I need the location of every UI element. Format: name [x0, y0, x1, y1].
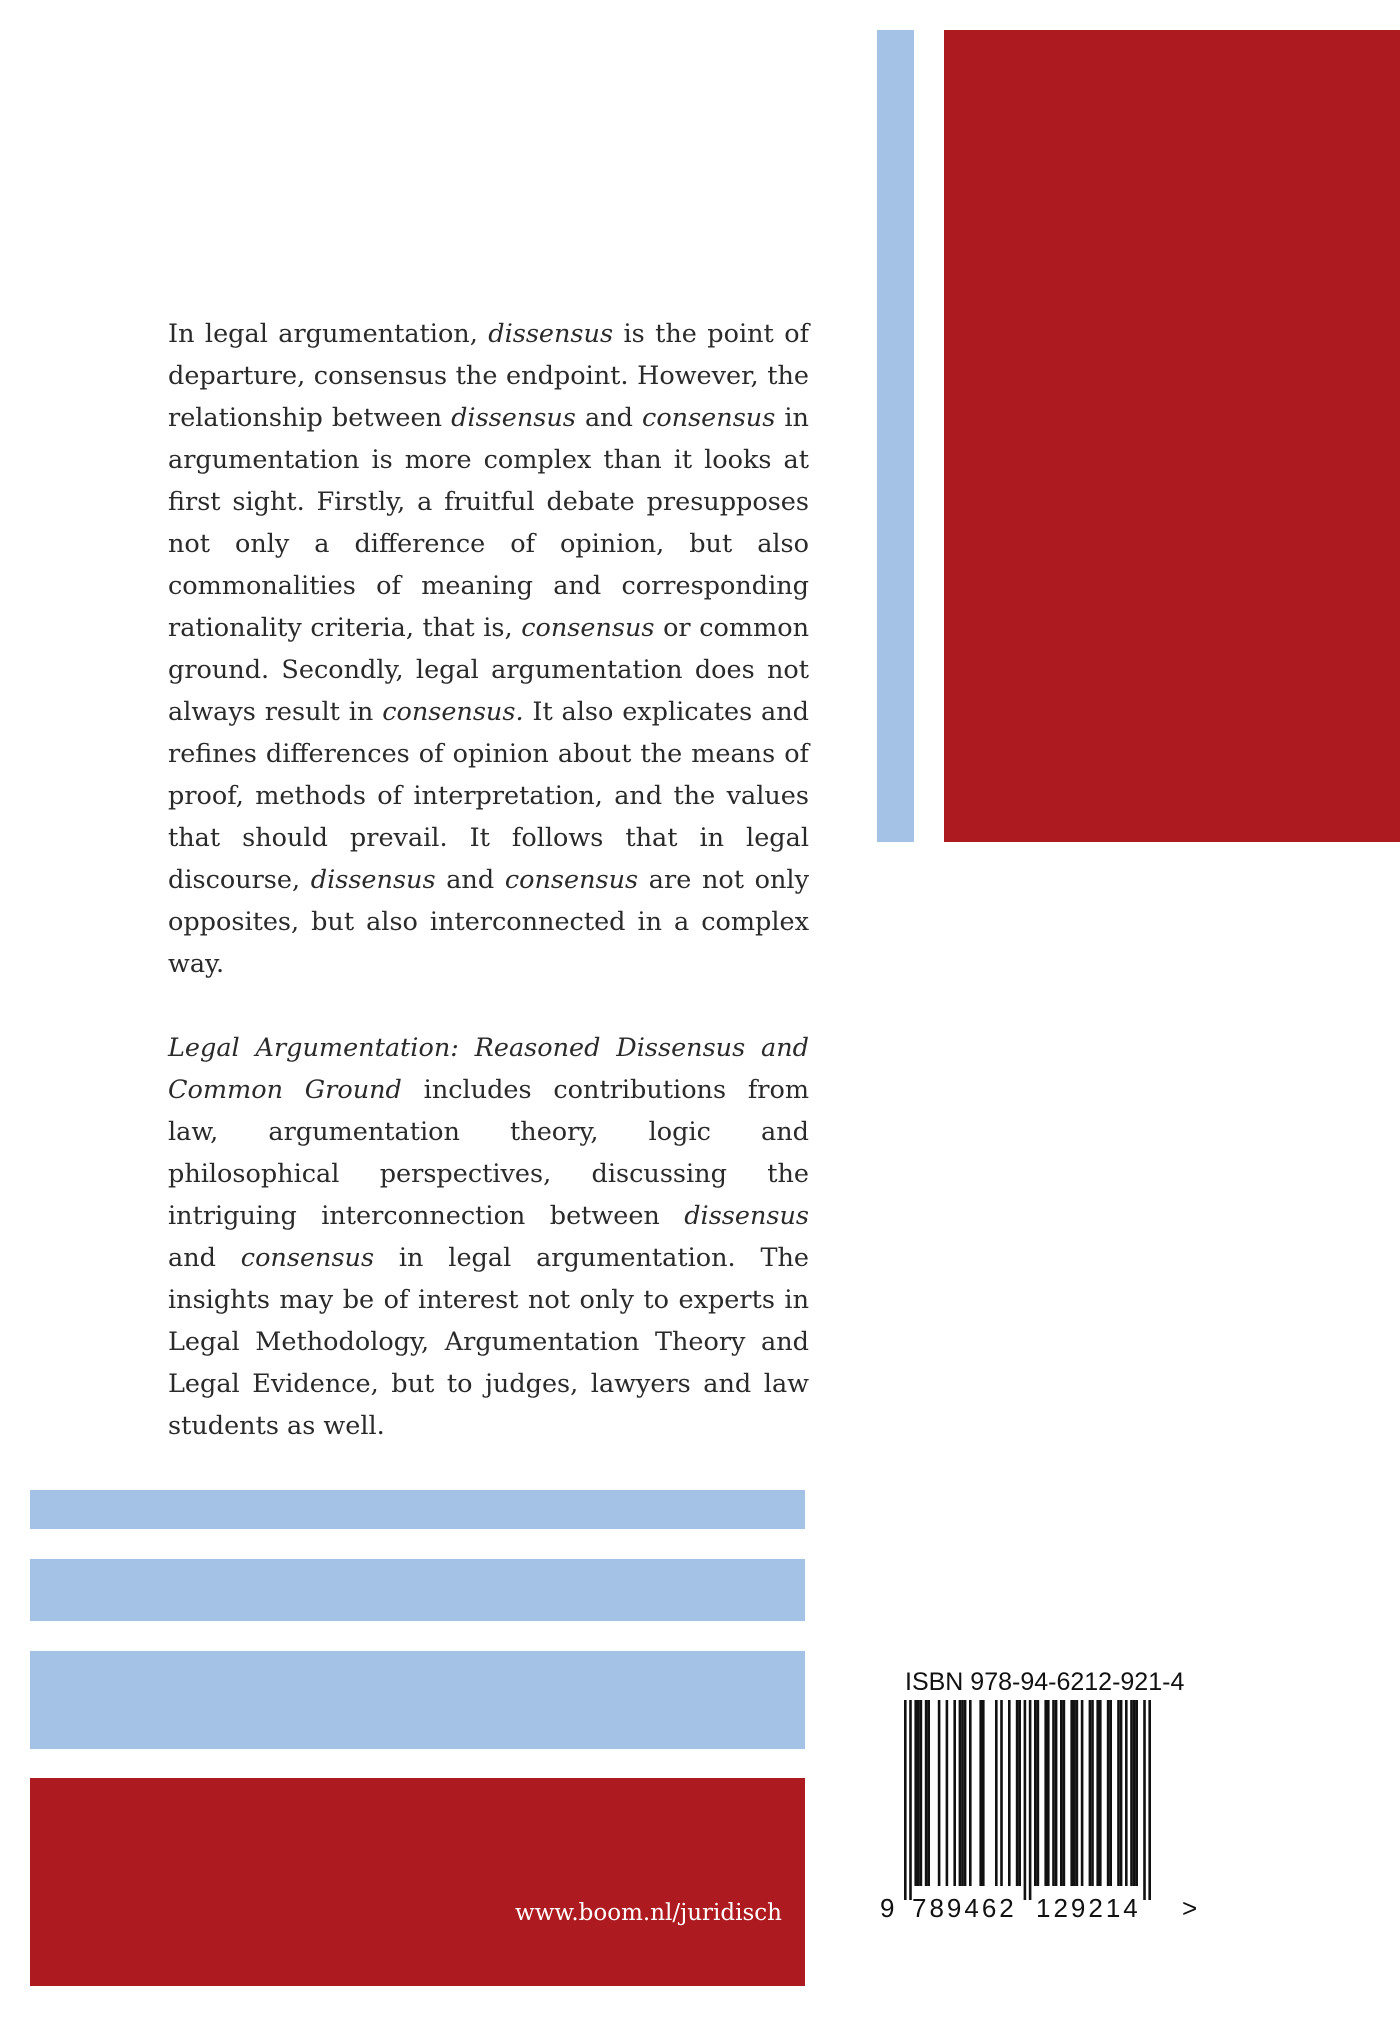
text-run: and [435, 865, 505, 895]
barcode-bar [1063, 1700, 1066, 1886]
top-blue-stripe [877, 30, 914, 842]
italic-run: consensus [521, 613, 655, 643]
barcode-bar [946, 1700, 949, 1886]
isbn-label: ISBN 978-94-6212-921-4 [905, 1668, 1185, 1696]
barcode-bar [914, 1700, 917, 1886]
barcode-bar [1034, 1700, 1037, 1886]
barcode-bar [1018, 1700, 1021, 1886]
barcode-bar [1125, 1700, 1128, 1886]
text-run: in argumentation is more complex than it looks at first sight. Firstly, a fruitful debate presupposes not only a difference of opinion, but also commonalities of meaning and corresponding rationality criteria, that is, [168, 403, 809, 643]
barcode-bar [1073, 1700, 1076, 1886]
barcode-bar [920, 1700, 923, 1886]
bottom-blue-band-2 [30, 1559, 805, 1621]
barcode-bar [982, 1700, 985, 1886]
italic-run: consensus [642, 403, 776, 433]
barcode-bar [1070, 1700, 1073, 1886]
blurb-paragraph-1 [168, 313, 809, 985]
barcode-quiet-zone-mark: > [1182, 1893, 1198, 1923]
text-run: is the point of departure, consensus the endpoint. However, the relationship between [168, 319, 810, 433]
barcode-bars [900, 1700, 1200, 1905]
barcode-bar [1055, 1700, 1058, 1886]
barcode-bar [1096, 1700, 1099, 1886]
italic-run: consensus [504, 865, 639, 895]
barcode-bar [1107, 1700, 1110, 1886]
barcode-bar [1081, 1700, 1084, 1886]
blurb-paragraph-2 [168, 1027, 809, 1447]
barcode-bar [969, 1700, 972, 1886]
text-run: and [168, 1243, 241, 1273]
bottom-blue-band-3 [30, 1651, 805, 1749]
barcode-bar [953, 1700, 956, 1886]
barcode-bar [938, 1700, 941, 1886]
italic-run: consensus [240, 1243, 375, 1273]
barcode-bar [927, 1700, 930, 1886]
isbn-barcode [880, 1700, 1200, 1923]
italic-run: dissensus [488, 319, 614, 349]
bottom-red-panel [30, 1778, 805, 1986]
barcode-bar [1099, 1700, 1102, 1886]
barcode-bar [1117, 1700, 1120, 1886]
barcode-bar [1130, 1700, 1133, 1886]
barcode-bar [909, 1700, 912, 1900]
text-run: are not only opposites, but also interconnected in a complex way. [168, 865, 809, 979]
barcode-bar [1076, 1700, 1079, 1886]
barcode-bar [1052, 1700, 1055, 1886]
publisher-url: www.boom.nl/juridisch [515, 1900, 782, 1926]
barcode-bar [1089, 1700, 1092, 1886]
barcode-bar [961, 1700, 964, 1886]
barcode-bar [1047, 1700, 1050, 1886]
barcode-bar [1016, 1700, 1019, 1886]
italic-run: Legal Argumentation: Reasoned Dissensus and Common Ground [168, 1033, 809, 1105]
barcode-bar [1000, 1700, 1003, 1886]
back-cover-blurb [168, 313, 809, 1447]
barcode-bar [1024, 1700, 1027, 1900]
italic-run: dissensus [684, 1201, 809, 1231]
italic-run: dissensus [310, 865, 436, 895]
barcode-bar [964, 1700, 967, 1886]
bottom-blue-band-1 [30, 1490, 805, 1529]
barcode-bar [925, 1700, 928, 1886]
barcode-bar [959, 1700, 962, 1886]
italic-run: dissensus [451, 403, 576, 433]
italic-run: consensus. [382, 697, 524, 727]
text-run: It also explicates and refines differences of opinion about the means of proof, methods of interpretation, and the values that should prevail. It follows that in legal discourse, [168, 697, 809, 895]
barcode-bar [1060, 1700, 1063, 1886]
barcode-bar [917, 1700, 920, 1886]
barcode-right-digits: 129214 [1036, 1893, 1141, 1923]
top-red-panel [944, 30, 1400, 842]
barcode-bar [1029, 1700, 1032, 1900]
barcode-bar [995, 1700, 998, 1886]
barcode-bar [1143, 1700, 1146, 1900]
text-run: or common ground. Secondly, legal argumentation does not always result in [168, 613, 809, 727]
barcode-bar [979, 1700, 982, 1886]
barcode-bar [1120, 1700, 1123, 1886]
barcode-lead-digit: 9 [880, 1893, 895, 1923]
text-run: and [575, 403, 643, 433]
barcode-bar [1133, 1700, 1136, 1886]
text-run: In legal argumentation, [168, 319, 489, 349]
barcode-bar [1091, 1700, 1094, 1886]
barcode-bar [1008, 1700, 1011, 1886]
barcode-bar [1109, 1700, 1112, 1886]
barcode-bar [1037, 1700, 1040, 1886]
barcode-left-digits: 789462 [912, 1893, 1017, 1923]
barcode-bar [904, 1700, 907, 1900]
barcode-bar [1135, 1700, 1138, 1886]
text-run: includes contributions from law, argumentation theory, logic and philosophical perspectives, discussing the intriguing interconnection between [168, 1075, 810, 1231]
barcode-bar [1044, 1700, 1047, 1886]
text-run: in legal argumentation. The insights may be of interest not only to experts in Legal Methodology, Argumentation Theory and Legal Evidence, but to judges, lawyers and law students as well. [168, 1243, 809, 1441]
barcode-bar [1148, 1700, 1151, 1900]
